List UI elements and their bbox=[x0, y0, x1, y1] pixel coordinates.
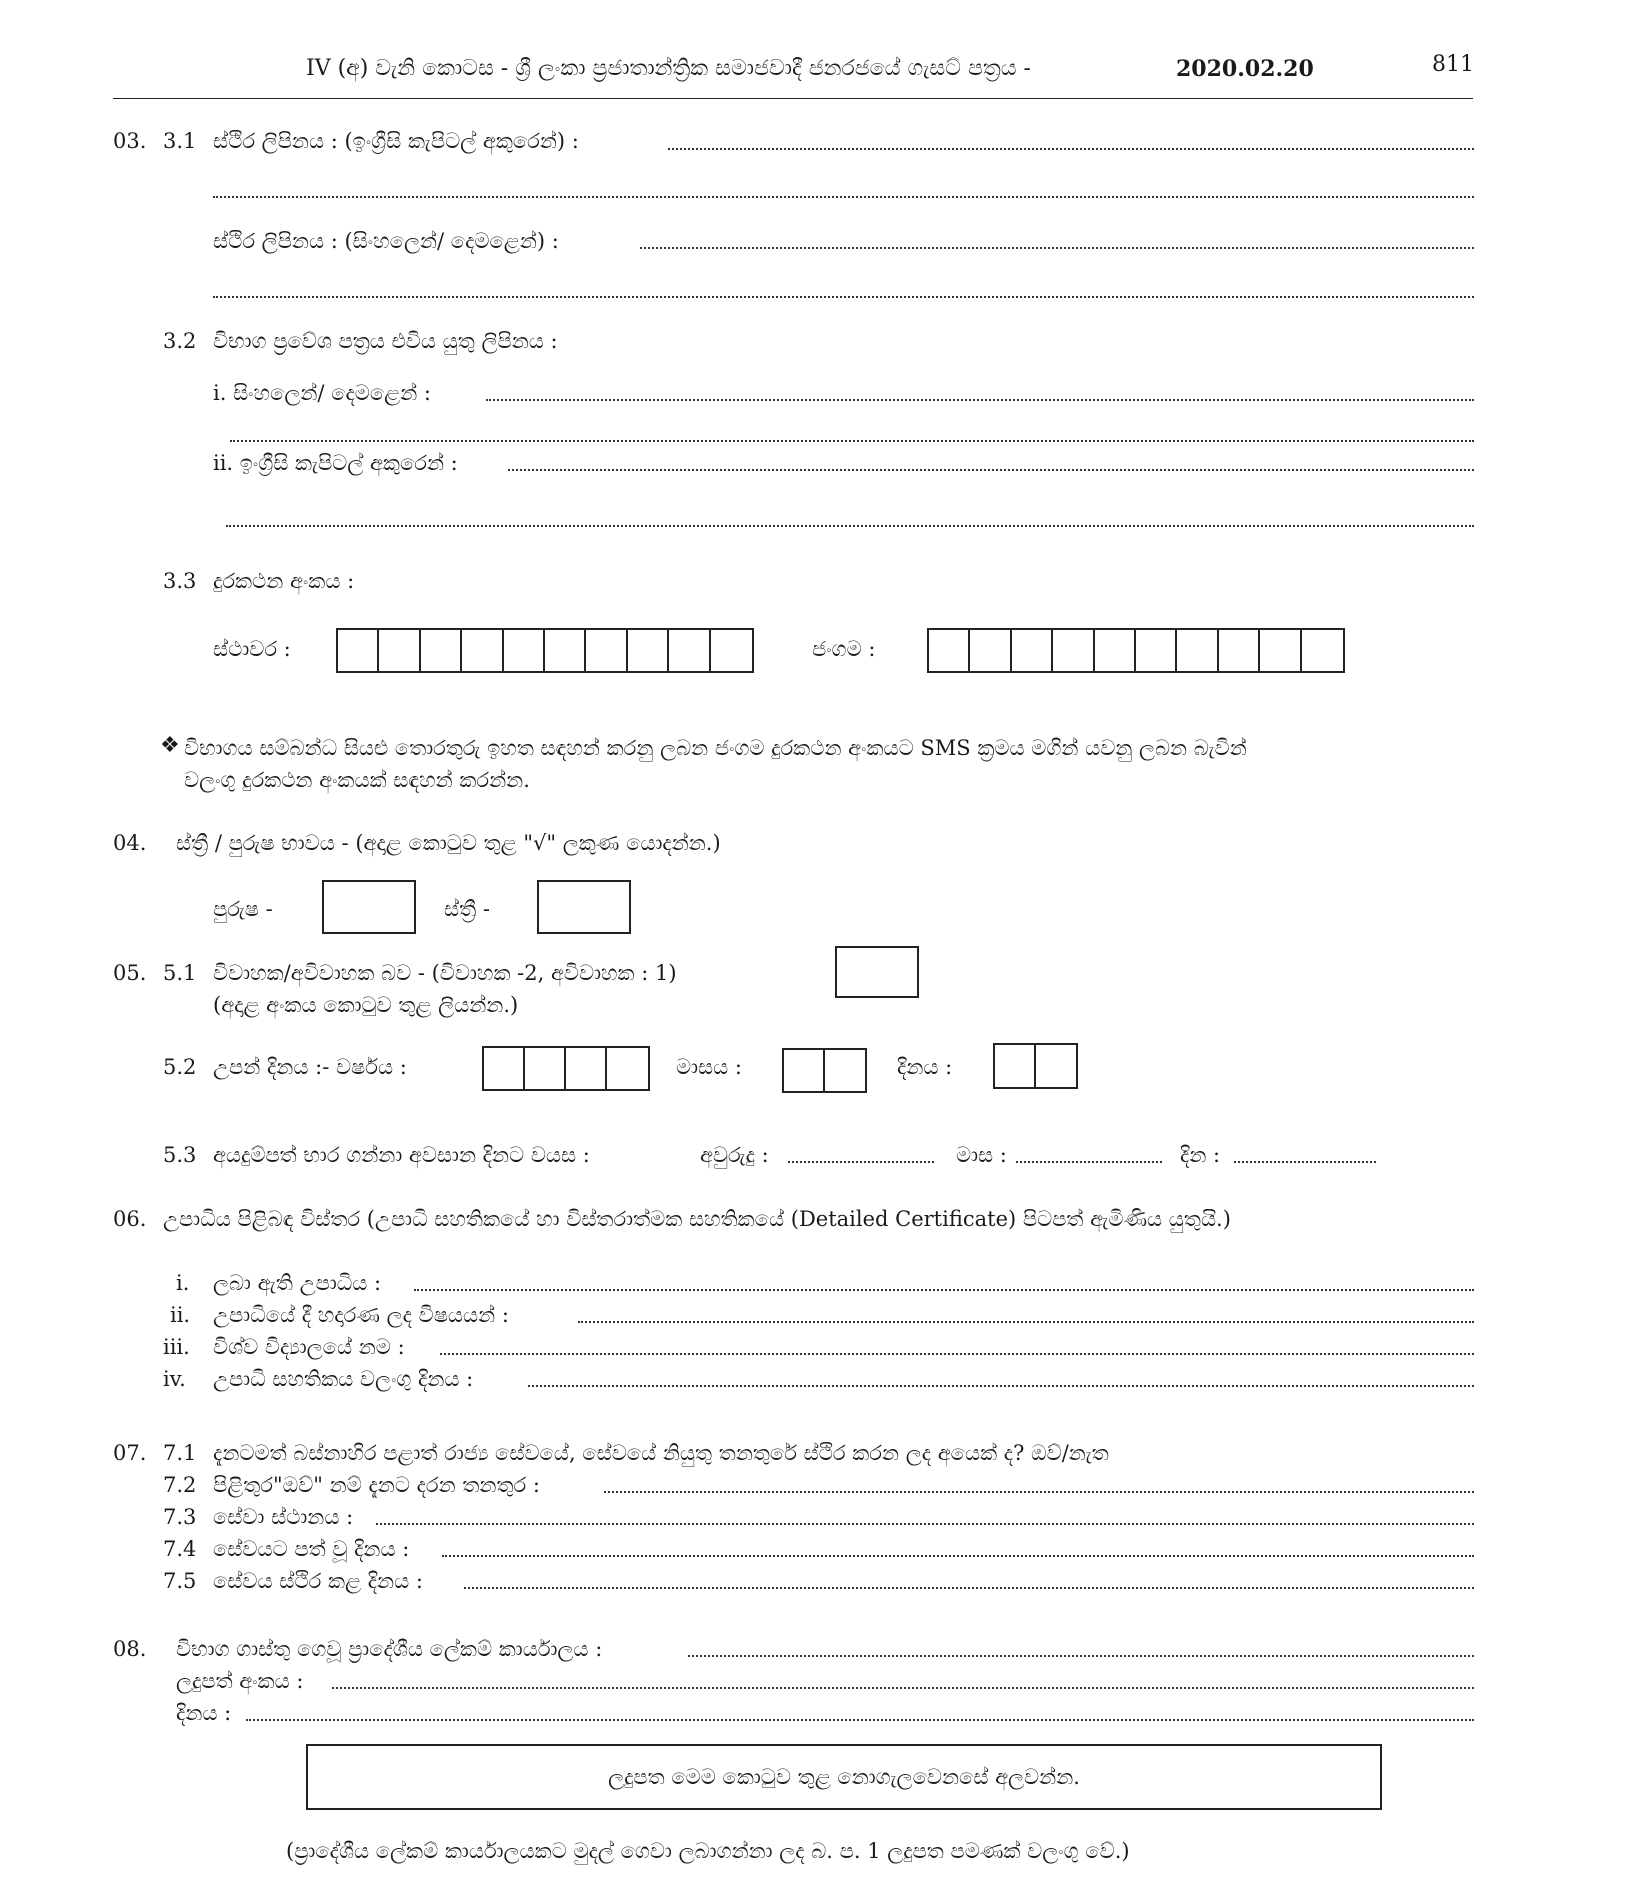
digit-box[interactable] bbox=[484, 1048, 525, 1089]
section-5-1-number: 5.1 bbox=[163, 961, 197, 985]
section-07-number: 07. bbox=[113, 1441, 147, 1465]
age-years-label: අවුරුදු : bbox=[700, 1143, 769, 1167]
permanent-address-english-field-line-2[interactable] bbox=[213, 196, 1474, 198]
date-of-birth-year-label: උපන් දිනය :- වර්ෂය : bbox=[213, 1055, 407, 1079]
page-number: 811 bbox=[1432, 52, 1474, 77]
phone-number-label: දුරකථන අංකය : bbox=[213, 569, 355, 593]
degree-item-1-label: ලබා ඇති උපාධිය : bbox=[213, 1271, 382, 1295]
landline-digit-boxes[interactable] bbox=[336, 628, 754, 673]
digit-box[interactable] bbox=[1012, 630, 1053, 671]
birth-month-label: මාසය : bbox=[676, 1055, 742, 1079]
degree-obtained-field[interactable] bbox=[414, 1289, 1474, 1291]
digit-box[interactable] bbox=[1053, 630, 1094, 671]
fee-paid-office-label: විභාග ගාස්තු ගෙවූ ප්‍රාදේශීය ලේකම් කාර්යාලය : bbox=[176, 1637, 603, 1661]
digit-box[interactable] bbox=[1260, 630, 1301, 671]
receipt-date-field[interactable] bbox=[246, 1719, 1474, 1721]
mobile-digit-boxes[interactable] bbox=[927, 628, 1345, 673]
service-item-5-number: 7.5 bbox=[163, 1569, 197, 1593]
service-item-4-number: 7.4 bbox=[163, 1537, 197, 1561]
service-item-3-number: 7.3 bbox=[163, 1505, 197, 1529]
admission-address-english-field-line-2[interactable] bbox=[226, 525, 1474, 527]
digit-box[interactable] bbox=[929, 630, 970, 671]
male-checkbox[interactable] bbox=[322, 880, 416, 934]
admission-address-sinhala-label: i. සිංහලෙන්/ දෙමළෙන් : bbox=[213, 381, 432, 405]
section-3-1-number: 3.1 bbox=[163, 129, 197, 153]
university-name-field[interactable] bbox=[440, 1353, 1474, 1355]
degree-item-4-label: උපාධි සහතිකය වලංගු දිනය : bbox=[213, 1367, 474, 1391]
digit-box[interactable] bbox=[784, 1050, 825, 1091]
receipt-number-field[interactable] bbox=[332, 1687, 1474, 1689]
digit-box[interactable] bbox=[970, 630, 1011, 671]
section-5-3-number: 5.3 bbox=[163, 1143, 197, 1167]
digit-box[interactable] bbox=[1136, 630, 1177, 671]
permanent-address-sinhala-field-line-2[interactable] bbox=[213, 296, 1474, 298]
digit-box[interactable] bbox=[1095, 630, 1136, 671]
marital-status-note: (අදාළ අංකය කොටුව තුළ ලියන්න.) bbox=[213, 993, 519, 1017]
digit-box[interactable] bbox=[995, 1045, 1036, 1087]
service-item-4-label: සේවයට පත් වූ දිනය : bbox=[213, 1537, 410, 1561]
digit-box[interactable] bbox=[586, 630, 627, 671]
permanent-address-sinhala-field[interactable] bbox=[640, 247, 1474, 249]
degree-item-1-number: i. bbox=[176, 1271, 190, 1295]
digit-box[interactable] bbox=[1036, 1045, 1077, 1087]
section-3-3-number: 3.3 bbox=[163, 569, 197, 593]
admission-address-english-field[interactable] bbox=[508, 469, 1474, 471]
birth-year-boxes[interactable] bbox=[482, 1046, 650, 1091]
birth-month-boxes[interactable] bbox=[782, 1048, 867, 1093]
digit-box[interactable] bbox=[462, 630, 503, 671]
landline-label: ස්ථාවර : bbox=[213, 637, 291, 661]
service-item-3-label: සේවා ස්ථානය : bbox=[213, 1505, 354, 1529]
service-item-2-label: පිළිතුර"ඔව්" නම් දැනට දරන තනතුර : bbox=[213, 1473, 540, 1497]
age-months-field[interactable] bbox=[1016, 1161, 1162, 1163]
certificate-valid-date-field[interactable] bbox=[528, 1385, 1474, 1387]
gazette-header-date: 2020.02.20 bbox=[1176, 56, 1314, 82]
admission-address-label: විභාග ප්‍රවේශ පත්‍රය එවිය යුතු ලිපිනය : bbox=[213, 329, 558, 353]
gender-title: ස්ත්‍රී / පුරුෂ භාවය - (අදාළ කොටුව තුළ "√" ලකුණ යොදන්න.) bbox=[176, 831, 721, 855]
digit-box[interactable] bbox=[504, 630, 545, 671]
age-label: අයදුම්පත් භාර ගන්නා අවසාන දිනට වයස : bbox=[213, 1143, 590, 1167]
degree-item-3-label: විශ්ව විද්‍යාලයේ නම : bbox=[213, 1335, 405, 1359]
section-04-number: 04. bbox=[113, 831, 147, 855]
mobile-label: ජංගම : bbox=[812, 637, 876, 661]
gazette-header-title: IV (අ) වැනි කොටස - ශ්‍රී ලංකා ප්‍රජාතාන්ත්‍රික සමාජවාදී ජනරජයේ ගැසට් පත්‍රය - bbox=[306, 56, 1031, 81]
digit-box[interactable] bbox=[628, 630, 669, 671]
receipt-footnote: (ප්‍රාදේශීය ලේකම් කාර්යාලයකට මුදල් ගෙවා ලබාගන්නා ලද බ. ප. 1 ලදුපත පමණක් වලංගු වේ.) bbox=[286, 1839, 1130, 1863]
digit-box[interactable] bbox=[1177, 630, 1218, 671]
admission-address-sinhala-field-line-2[interactable] bbox=[230, 440, 1474, 442]
marital-status-box[interactable] bbox=[835, 946, 919, 998]
permanent-address-english-label: ස්ථිර ලිපිනය : (ඉංග්‍රීසි කැපිටල් අකුරෙන්) : bbox=[213, 129, 579, 153]
receipt-paste-instruction: ලදුපත මෙම කොටුව තුළ නොගැලවෙනසේ අලවන්න. bbox=[608, 1765, 1080, 1789]
marital-status-label: විවාහක/අවිවාහක බව - (විවාහක -2, අවිවාහක : 1) bbox=[213, 961, 677, 985]
digit-box[interactable] bbox=[421, 630, 462, 671]
section-3-2-number: 3.2 bbox=[163, 329, 197, 353]
degree-details-title: උපාධිය පිළිබඳ විස්තර (උපාධි සහතිකයේ හා විස්තරාත්මක සහතිකයේ (Detailed Certificate) පිටපත් ඇමිණිය යුතුයි.) bbox=[163, 1207, 1231, 1231]
digit-box[interactable] bbox=[566, 1048, 607, 1089]
digit-box[interactable] bbox=[379, 630, 420, 671]
degree-item-2-number: ii. bbox=[170, 1303, 191, 1327]
digit-box[interactable] bbox=[545, 630, 586, 671]
sms-note-line-2: වලංගු දුරකථන අංකයක් සඳහන් කරන්න. bbox=[184, 768, 530, 792]
digit-box[interactable] bbox=[711, 630, 752, 671]
age-days-field[interactable] bbox=[1234, 1161, 1376, 1163]
female-label: ස්ත්‍රී - bbox=[444, 897, 490, 921]
header-rule bbox=[113, 98, 1473, 99]
section-5-2-number: 5.2 bbox=[163, 1055, 197, 1079]
age-days-label: දින : bbox=[1180, 1143, 1221, 1167]
age-years-field[interactable] bbox=[788, 1161, 934, 1163]
degree-item-2-label: උපාධියේ දී හදාරණ ලද විෂයයන් : bbox=[213, 1303, 509, 1327]
permanent-address-english-field[interactable] bbox=[668, 148, 1474, 150]
male-label: පුරුෂ - bbox=[213, 897, 273, 921]
digit-box[interactable] bbox=[1219, 630, 1260, 671]
section-05-number: 05. bbox=[113, 961, 147, 985]
current-post-field[interactable] bbox=[604, 1491, 1474, 1493]
degree-subjects-field[interactable] bbox=[578, 1321, 1474, 1323]
birth-day-label: දිනය : bbox=[897, 1055, 953, 1079]
service-item-1-number: 7.1 bbox=[163, 1441, 197, 1465]
digit-box[interactable] bbox=[825, 1050, 866, 1091]
digit-box[interactable] bbox=[669, 630, 710, 671]
admission-address-sinhala-field[interactable] bbox=[486, 399, 1474, 401]
fee-paid-office-field[interactable] bbox=[688, 1655, 1474, 1657]
receipt-number-label: ලදුපත් අංකය : bbox=[176, 1669, 304, 1693]
digit-box[interactable] bbox=[525, 1048, 566, 1089]
receipt-date-label: දිනය : bbox=[176, 1701, 232, 1725]
degree-item-3-number: iii. bbox=[163, 1335, 190, 1359]
service-item-2-number: 7.2 bbox=[163, 1473, 197, 1497]
digit-box[interactable] bbox=[338, 630, 379, 671]
section-03-number: 03. bbox=[113, 129, 147, 153]
birth-day-boxes[interactable] bbox=[993, 1043, 1078, 1089]
section-08-number: 08. bbox=[113, 1637, 147, 1661]
service-item-5-label: සේවය ස්ථිර කළ දිනය : bbox=[213, 1569, 423, 1593]
digit-box[interactable] bbox=[607, 1048, 648, 1089]
confirmation-date-field[interactable] bbox=[464, 1587, 1474, 1589]
digit-box[interactable] bbox=[1302, 630, 1343, 671]
female-checkbox[interactable] bbox=[537, 880, 631, 934]
age-months-label: මාස : bbox=[956, 1143, 1007, 1167]
section-06-number: 06. bbox=[113, 1207, 147, 1231]
sms-note-line-1: විභාගය සම්බන්ධ සියළු තොරතුරු ඉහත සඳහන් කරනු ලබන ජංගම දුරකථන අංකයට SMS ක්‍රමය මගින් යවනු ලබන බැවින් bbox=[184, 736, 1247, 760]
permanent-address-sinhala-label: ස්ථිර ලිපිනය : (සිංහලෙන්/ දෙමළෙන්) : bbox=[213, 229, 559, 253]
admission-address-english-label: ii. ඉංග්‍රීසි කැපිටල් අකුරෙන් : bbox=[213, 451, 458, 475]
service-item-1-label: දැනටමත් බස්නාහිර පළාත් රාජ්‍ය සේවයේ, සේවයේ නියුතු තනතුරේ ස්ථිර කරන ලද අයෙක් ද? ඔව්/නැත bbox=[213, 1441, 1109, 1465]
service-station-field[interactable] bbox=[376, 1523, 1474, 1525]
note-bullet-icon: ❖ bbox=[160, 733, 180, 758]
appointment-date-field[interactable] bbox=[442, 1555, 1474, 1557]
degree-item-4-number: iv. bbox=[163, 1367, 186, 1391]
